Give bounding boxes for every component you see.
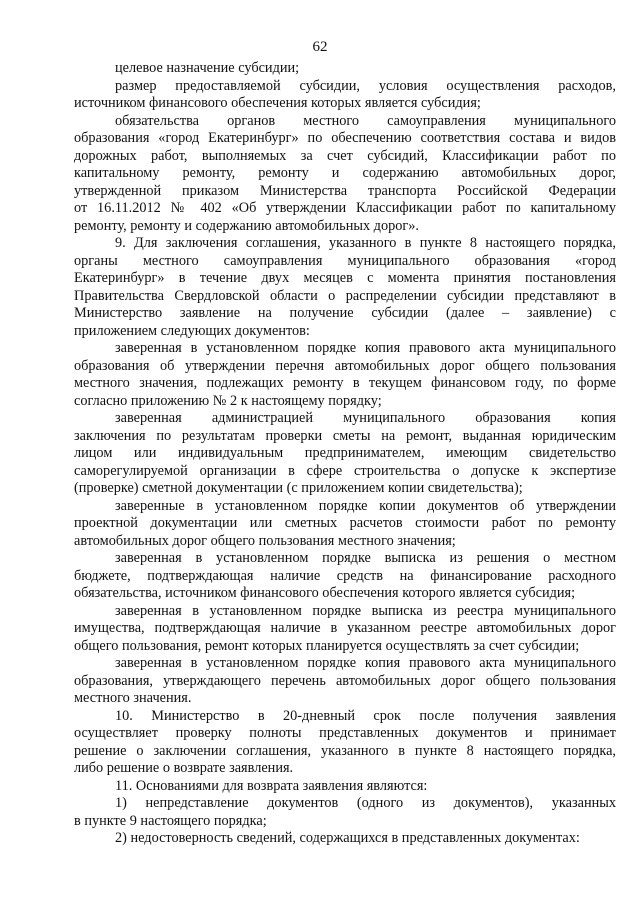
text-line: решение о заключении соглашения, указанного в пункте 8 настоящего порядка, <box>74 742 616 759</box>
paragraph <box>74 340 616 410</box>
text-line: 9. Для заключения соглашения, указанного в пункте 8 настоящего порядка, <box>115 235 616 251</box>
document-body <box>74 60 616 848</box>
text-line: саморегулируемой организации в сфере строительства о допуске к экспертизе <box>74 462 616 479</box>
text-line: заключения по результатам проверки сметы на ремонт, выданная юридическим <box>74 427 616 444</box>
text-line: заверенная в установленном порядке выписка из решения о местном <box>115 550 616 566</box>
text-line: заверенная в установленном порядке выписка из реестра муниципального <box>115 602 616 619</box>
text-line: приложением следующих документов: <box>74 322 310 339</box>
text-line: источником финансового обеспечения которых является субсидия; <box>74 95 481 111</box>
text-line: заверенные в установленном порядке копии документов об утверждении <box>115 497 616 514</box>
text-line: образования, утверждающего перечень автомобильных дорог общего пользования <box>74 672 616 689</box>
paragraph <box>74 410 616 498</box>
text-line: обязательства, источником финансового обеспечения которого является субсидия; <box>74 585 576 601</box>
text-line: образования об утверждении перечня автомобильных дорог общего пользования <box>74 357 616 374</box>
text-line: 1) непредставление документов (одного из документов), указанных <box>115 795 616 811</box>
paragraph <box>74 60 616 78</box>
text-line: дорожных работ, выполняемых за счет субсидий, Классификации работ по <box>74 147 616 164</box>
paragraph <box>74 235 616 340</box>
text-line: проектной документации или сметных расчетов стоимости работ по ремонту <box>74 515 616 531</box>
text-line: Екатеринбург» в течение двух месяцев с момента принятия постановления <box>74 270 616 286</box>
text-line: либо решение о возврате заявления. <box>74 760 294 776</box>
text-line: утвержденной приказом Министерства транспорта Российской Федерации <box>74 182 616 199</box>
text-line: имущества, подтверждающая наличие в указанном реестре автомобильных дорог <box>74 620 616 636</box>
paragraph <box>74 655 616 708</box>
text-line: Министерство заявление на получение субсидии (далее – заявление) с <box>74 305 616 321</box>
text-line: обязательства органов местного самоуправления муниципального <box>115 112 616 129</box>
text-line: местного значения. <box>74 690 192 706</box>
text-line: 10. Министерство в 20-дневный срок после получения заявления <box>115 707 616 724</box>
paragraph <box>74 113 616 236</box>
paragraph <box>74 78 616 113</box>
text-line: лицом или индивидуальным предпринимателем, имеющим свидетельство <box>74 445 616 461</box>
text-line: 2) недостоверность сведений, содержащихся в представленных документах: <box>115 830 580 846</box>
text-line: размер предоставляемой субсидии, условия осуществления расходов, <box>115 77 616 94</box>
text-line: осуществляет проверку полноты представленных документов и принимает <box>74 725 616 741</box>
text-line: от 16.11.2012 № 402 «Об утверждении Классификации работ по капитальному <box>74 200 616 216</box>
text-line: целевое назначение субсидии; <box>115 60 300 76</box>
text-line: заверенная администрацией муниципального образования копия <box>115 410 616 426</box>
paragraph <box>74 498 616 551</box>
text-line: автомобильных дорог общего пользования местного значения; <box>74 532 456 549</box>
text-line: 11. Основаниями для возврата заявления являются: <box>115 777 428 794</box>
text-line: местного значения, подлежащих ремонту в текущем финансовом году, по форме <box>74 375 616 391</box>
text-line: согласно приложению № 2 к настоящему порядку; <box>74 392 382 409</box>
text-line: ремонту, ремонту и содержанию автомобильных дорог». <box>74 217 419 234</box>
text-line: заверенная в установленном порядке копия правового акта муниципального <box>115 340 616 356</box>
text-line: бюджете, подтверждающая наличие средств на финансирование расходного <box>74 567 616 584</box>
paragraph <box>74 603 616 656</box>
text-line: заверенная в установленном порядке копия правового акта муниципального <box>115 655 616 671</box>
text-line: Правительства Свердловской области о распределении субсидии представляют в <box>74 287 616 304</box>
paragraph <box>74 778 616 796</box>
paragraph <box>74 830 616 848</box>
text-line: в пункте 9 настоящего порядка; <box>74 812 267 829</box>
text-line: образования «город Екатеринбург» по обеспечению соответствия состава и видов <box>74 130 616 146</box>
text-line: общего пользования, ремонт которых планируется осуществлять за счет субсидии; <box>74 637 580 654</box>
paragraph <box>74 795 616 830</box>
text-line: капитальному ремонту, ремонту и содержанию автомобильных дорог, <box>74 165 616 181</box>
paragraph <box>74 708 616 778</box>
text-line: органы местного самоуправления муниципального образования «город <box>74 252 616 269</box>
paragraph <box>74 550 616 603</box>
page-number: 62 <box>312 39 328 55</box>
text-line: (проверке) сметной документации (с приложением копии свидетельства); <box>74 480 523 496</box>
